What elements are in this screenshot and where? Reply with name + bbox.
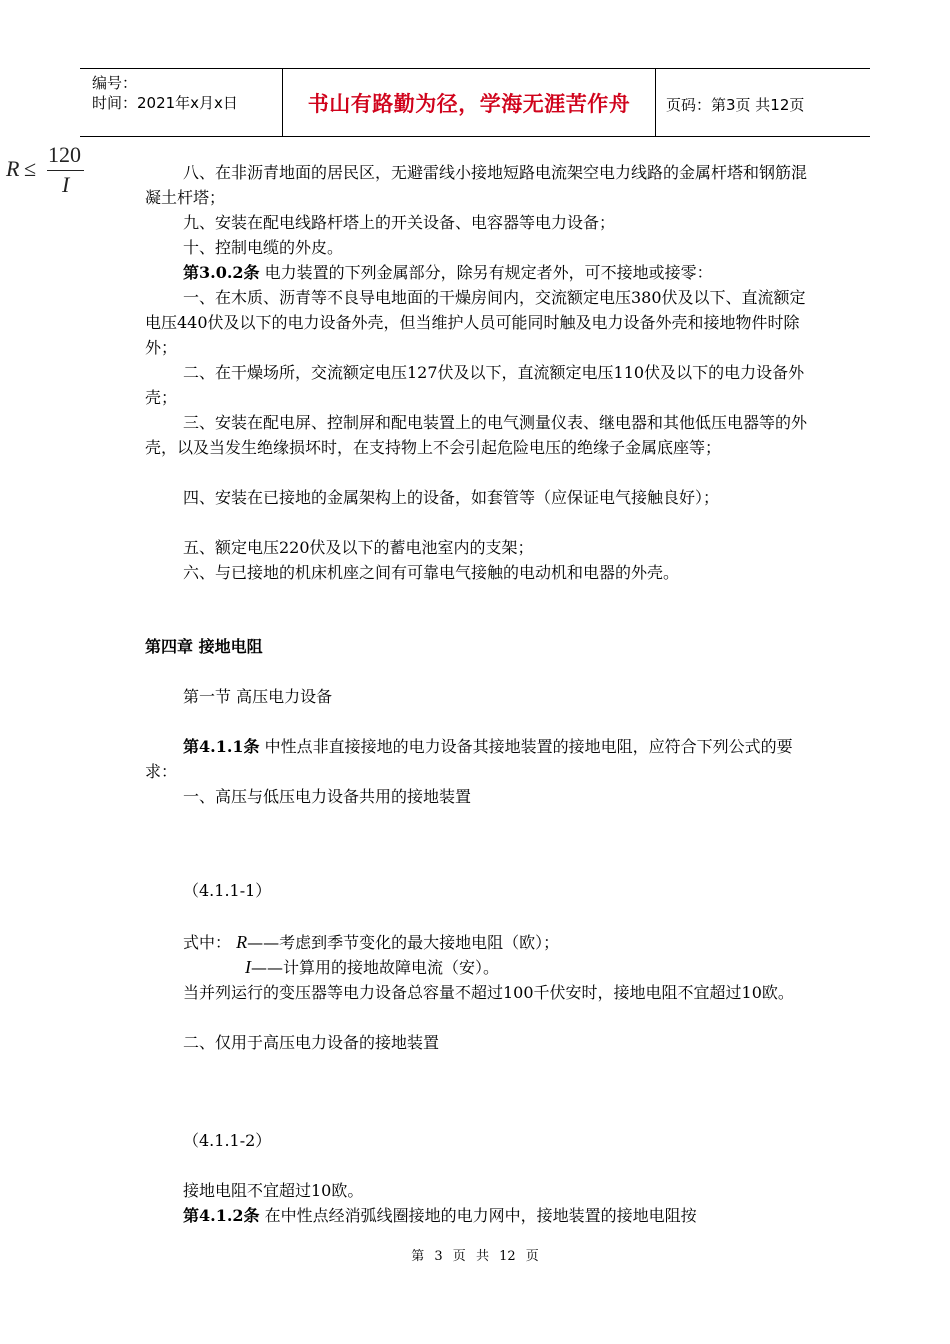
definition-r: ——考虑到季节变化的最大接地电阻（欧）；	[247, 933, 560, 952]
paragraph: 六、与已接地的机床机座之间有可靠电气接触的电动机和电器的外壳。	[183, 563, 680, 582]
section-heading: 第一节 高压电力设备	[183, 687, 333, 706]
footer-total-pages: 12	[499, 1249, 516, 1264]
article-text: 在中性点经消弧线圈接地的电力网中，接地装置的接地电阻按	[259, 1206, 697, 1225]
article-paragraph	[145, 734, 810, 784]
number-label: 编号：	[92, 74, 138, 92]
paragraph: 三、安装在配电屏、控制屏和配电装置上的电气测量仪表、继电器和其他低压电器等的外壳，以及当发生绝缘损坏时，在支持物上不会引起危险电压的绝缘子金属底座等；	[145, 413, 808, 457]
equation-number: （4.1.1-2）	[183, 1131, 272, 1150]
definition-line	[245, 955, 810, 980]
paragraph: 九、安装在配电线路杆塔上的开关设备、电容器等电力设备；	[183, 213, 616, 232]
article-number: 第4.1.2条	[183, 1206, 260, 1225]
footer-text: 页	[525, 1249, 539, 1264]
variable-r: R	[236, 932, 248, 952]
header-page-info: 页码：第3页 共12页	[666, 96, 805, 114]
formula-denominator: I	[62, 172, 70, 197]
formula-numerator: 120	[48, 142, 81, 167]
footer-page-number: 3	[434, 1249, 443, 1264]
paragraph: 十、控制电缆的外皮。	[183, 238, 344, 257]
paragraph: 二、仅用于高压电力设备的接地装置	[183, 1033, 440, 1052]
formula-le: ≤	[24, 156, 37, 181]
variable-i: I	[245, 957, 251, 977]
fraction-bar	[47, 170, 84, 171]
article-text: 电力装置的下列金属部分，除另有规定者外，可不接地或接零：	[259, 263, 713, 282]
article-number: 第4.1.1条	[183, 737, 260, 756]
paragraph: 二、在干燥场所，交流额定电压127伏及以下，直流额定电压110伏及以下的电力设备外壳；	[145, 363, 805, 407]
where-label: 式中：	[183, 933, 232, 952]
chapter-heading: 第四章 接地电阻	[145, 637, 263, 656]
article-number: 第3.0.2条	[183, 263, 260, 282]
header-meta	[92, 73, 238, 113]
paragraph: 当并列运行的变压器等电力设备总容量不超过100千伏安时，接地电阻不宜超过10欧。	[183, 983, 794, 1002]
paragraph: 接地电阻不宜超过10欧。	[183, 1181, 364, 1200]
formula-r-le-120-over-i	[6, 144, 86, 200]
article-text: 中性点非直接接地的电力设备其接地装置的接地电阻，应符合下列公式的要求：	[145, 737, 793, 781]
equation-number: （4.1.1-1）	[183, 881, 272, 900]
page-header	[80, 68, 870, 137]
paragraph: 一、高压与低压电力设备共用的接地装置	[183, 787, 472, 806]
footer-text: 共	[475, 1249, 489, 1264]
definition-line	[145, 930, 810, 955]
footer-text: 页	[452, 1249, 466, 1264]
article-paragraph	[145, 260, 810, 285]
footer-text: 第	[411, 1249, 425, 1264]
header-motto: 书山有路勤为径，学海无涯苦作舟	[282, 69, 656, 136]
paragraph: 四、安装在已接地的金属架构上的设备，如套管等（应保证电气接触良好）；	[183, 488, 720, 507]
paragraph: 五、额定电压220伏及以下的蓄电池室内的支架；	[183, 538, 534, 557]
paragraph: 八、在非沥青地面的居民区，无避雷线小接地短路电流架空电力线路的金属杆塔和钢筋混凝土杆塔；	[145, 163, 808, 207]
page-footer	[0, 1245, 950, 1264]
formula-r: R	[6, 156, 20, 181]
article-paragraph	[145, 1203, 810, 1228]
paragraph: 一、在木质、沥青等不良导电地面的干燥房间内，交流额定电压380伏及以下、直流额定电压440伏及以下的电力设备外壳，但当维护人员可能同时触及电力设备外壳和接地物件时除外；	[145, 288, 806, 357]
time-label: 时间：2021年x月x日	[92, 94, 238, 112]
definition-i: ——计算用的接地故障电流（安）。	[251, 958, 500, 977]
